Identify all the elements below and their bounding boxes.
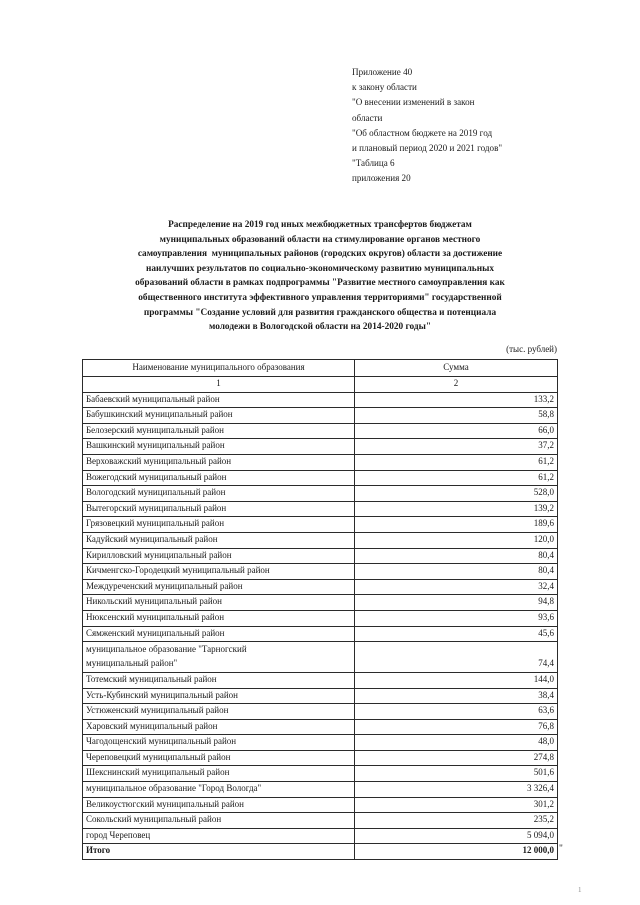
title-line: наилучших результатов по социально-экономическому развитию муниципальных <box>146 263 494 274</box>
amount-cell: 37,2 <box>355 439 558 455</box>
table-row <box>83 579 558 595</box>
title-line: муниципальных образований области на стимулирование органов местного <box>159 234 481 245</box>
table-row <box>83 782 558 798</box>
municipality-name-cell: Кичменгско-Городецкий муниципальный район <box>83 564 355 580</box>
title-line: программы "Создание условий для развития гражданского общества и потенциала <box>143 307 497 318</box>
amount-cell: 58,8 <box>355 408 558 424</box>
table-row <box>83 766 558 782</box>
allocation-table-wrapper <box>82 359 557 860</box>
column-number-row <box>83 377 558 393</box>
municipality-name-cell: город Череповец <box>83 828 355 844</box>
title-line: образований области в рамках подпрограммы "Развитие местного самоуправления как <box>135 278 505 289</box>
municipality-name-cell: Тотемский муниципальный район <box>83 672 355 688</box>
table-row <box>83 828 558 844</box>
reference-line: "Об областном бюджете на 2019 год <box>352 127 493 138</box>
municipality-name-cell <box>83 642 355 673</box>
amount-cell: 144,0 <box>355 672 558 688</box>
municipality-name-cell: Грязовецкий муниципальный район <box>83 517 355 533</box>
municipality-name-cell: Белозерский муниципальный район <box>83 423 355 439</box>
amount-cell: 94,8 <box>355 595 558 611</box>
units-note: (тыс. рублей) <box>506 344 557 354</box>
amount-cell: 63,6 <box>355 704 558 720</box>
total-amount-cell: 12 000,0 <box>355 844 558 860</box>
municipality-name-cell: Харовский муниципальный район <box>83 719 355 735</box>
table-row <box>83 797 558 813</box>
reference-line: к закону области <box>352 82 417 93</box>
table-row <box>83 517 558 533</box>
amount-cell: 38,4 <box>355 688 558 704</box>
table-header-row <box>83 360 558 377</box>
page-number: 1 <box>578 886 582 894</box>
table-row <box>83 595 558 611</box>
closing-quote-mark: " <box>559 843 563 854</box>
table-row <box>83 750 558 766</box>
title-line: общественного института эффективного управления территориями" государственной <box>138 292 502 303</box>
document-title <box>62 218 578 335</box>
reference-line: Приложение 40 <box>352 67 413 77</box>
amount-cell: 5 094,0 <box>355 828 558 844</box>
table-row <box>83 501 558 517</box>
amount-cell: 120,0 <box>355 532 558 548</box>
amount-cell: 528,0 <box>355 486 558 502</box>
reference-line: "О внесении изменений в закон <box>352 97 475 108</box>
municipality-name-cell: Никольский муниципальный район <box>83 595 355 611</box>
amount-cell: 235,2 <box>355 813 558 829</box>
title-line: Распределение на 2019 год иных межбюджетных трансфертов бюджетам <box>168 220 472 230</box>
amount-cell: 93,6 <box>355 610 558 626</box>
table-row <box>83 392 558 408</box>
amount-cell: 3 326,4 <box>355 782 558 798</box>
municipality-name-cell: Чагодощенский муниципальный район <box>83 735 355 751</box>
table-row <box>83 642 558 673</box>
municipality-name-cell: Междуреченский муниципальный район <box>83 579 355 595</box>
municipality-name-cell: Великоустюгский муниципальный район <box>83 797 355 813</box>
reference-line: приложения 20 <box>352 173 411 184</box>
municipality-name-cell: Шекснинский муниципальный район <box>83 766 355 782</box>
table-row <box>83 470 558 486</box>
table-row <box>83 532 558 548</box>
allocation-table-body <box>83 360 558 860</box>
table-row <box>83 610 558 626</box>
municipality-name-cell: Устюженский муниципальный район <box>83 704 355 720</box>
table-row <box>83 813 558 829</box>
amount-cell: 80,4 <box>355 548 558 564</box>
municipality-name-line: муниципальное образование "Тарногский <box>86 644 247 655</box>
amount-cell: 66,0 <box>355 423 558 439</box>
municipality-name-cell: Вологодский муниципальный район <box>83 486 355 502</box>
amount-cell: 76,8 <box>355 719 558 735</box>
municipality-name-cell: Бабаевский муниципальный район <box>83 392 355 408</box>
amount-cell: 301,2 <box>355 797 558 813</box>
amount-cell: 80,4 <box>355 564 558 580</box>
column-header-name: Наименование муниципального образования <box>83 360 355 377</box>
amount-cell: 32,4 <box>355 579 558 595</box>
amount-cell: 61,2 <box>355 470 558 486</box>
municipality-name-cell: Бабушкинский муниципальный район <box>83 408 355 424</box>
amount-cell: 274,8 <box>355 750 558 766</box>
table-row <box>83 735 558 751</box>
municipality-name-cell: Кадуйский муниципальный район <box>83 532 355 548</box>
municipality-name-cell: Кирилловский муниципальный район <box>83 548 355 564</box>
table-total-row <box>83 844 558 860</box>
table-row <box>83 704 558 720</box>
column-number-2: 2 <box>355 377 558 393</box>
amount-cell: 139,2 <box>355 501 558 517</box>
table-row <box>83 626 558 642</box>
table-row <box>83 423 558 439</box>
title-line: самоуправления муниципальных районов (городских округов) области за достижение <box>137 249 503 260</box>
municipality-name-line: муниципальный район" <box>86 657 178 668</box>
municipality-name-cell: Усть-Кубинский муниципальный район <box>83 688 355 704</box>
reference-line: и плановый период 2020 и 2021 годов" <box>352 143 503 154</box>
reference-line: "Таблица 6 <box>352 158 395 169</box>
municipality-name-cell: Череповецкий муниципальный район <box>83 750 355 766</box>
amount-cell: 74,4 <box>355 642 558 673</box>
municipality-name-cell: Вашкинский муниципальный район <box>83 439 355 455</box>
table-row <box>83 454 558 470</box>
amount-cell: 133,2 <box>355 392 558 408</box>
table-row <box>83 688 558 704</box>
amount-cell: 48,0 <box>355 735 558 751</box>
municipality-name-cell: Вытегорский муниципальный район <box>83 501 355 517</box>
municipality-name-cell: Сямженский муниципальный район <box>83 626 355 642</box>
table-row <box>83 564 558 580</box>
table-row <box>83 548 558 564</box>
title-line: молодежи в Вологодской области на 2014-2020 годы" <box>208 322 432 333</box>
municipality-name-cell: Вожегодский муниципальный район <box>83 470 355 486</box>
amount-cell: 189,6 <box>355 517 558 533</box>
municipality-name-cell: Нюксенский муниципальный район <box>83 610 355 626</box>
table-row <box>83 672 558 688</box>
allocation-table <box>82 359 558 860</box>
total-label-cell: Итого <box>83 844 355 860</box>
table-row <box>83 719 558 735</box>
appendix-reference-block <box>352 65 614 187</box>
amount-cell: 61,2 <box>355 454 558 470</box>
municipality-name-cell: Сокольский муниципальный район <box>83 813 355 829</box>
table-row <box>83 408 558 424</box>
municipality-name-cell: муниципальное образование "Город Вологда" <box>83 782 355 798</box>
reference-line: области <box>352 112 383 123</box>
column-header-sum: Сумма <box>355 360 558 377</box>
table-row <box>83 486 558 502</box>
amount-cell: 45,6 <box>355 626 558 642</box>
column-number-1: 1 <box>83 377 355 393</box>
municipality-name-cell: Верховажский муниципальный район <box>83 454 355 470</box>
amount-cell: 501,6 <box>355 766 558 782</box>
table-row <box>83 439 558 455</box>
